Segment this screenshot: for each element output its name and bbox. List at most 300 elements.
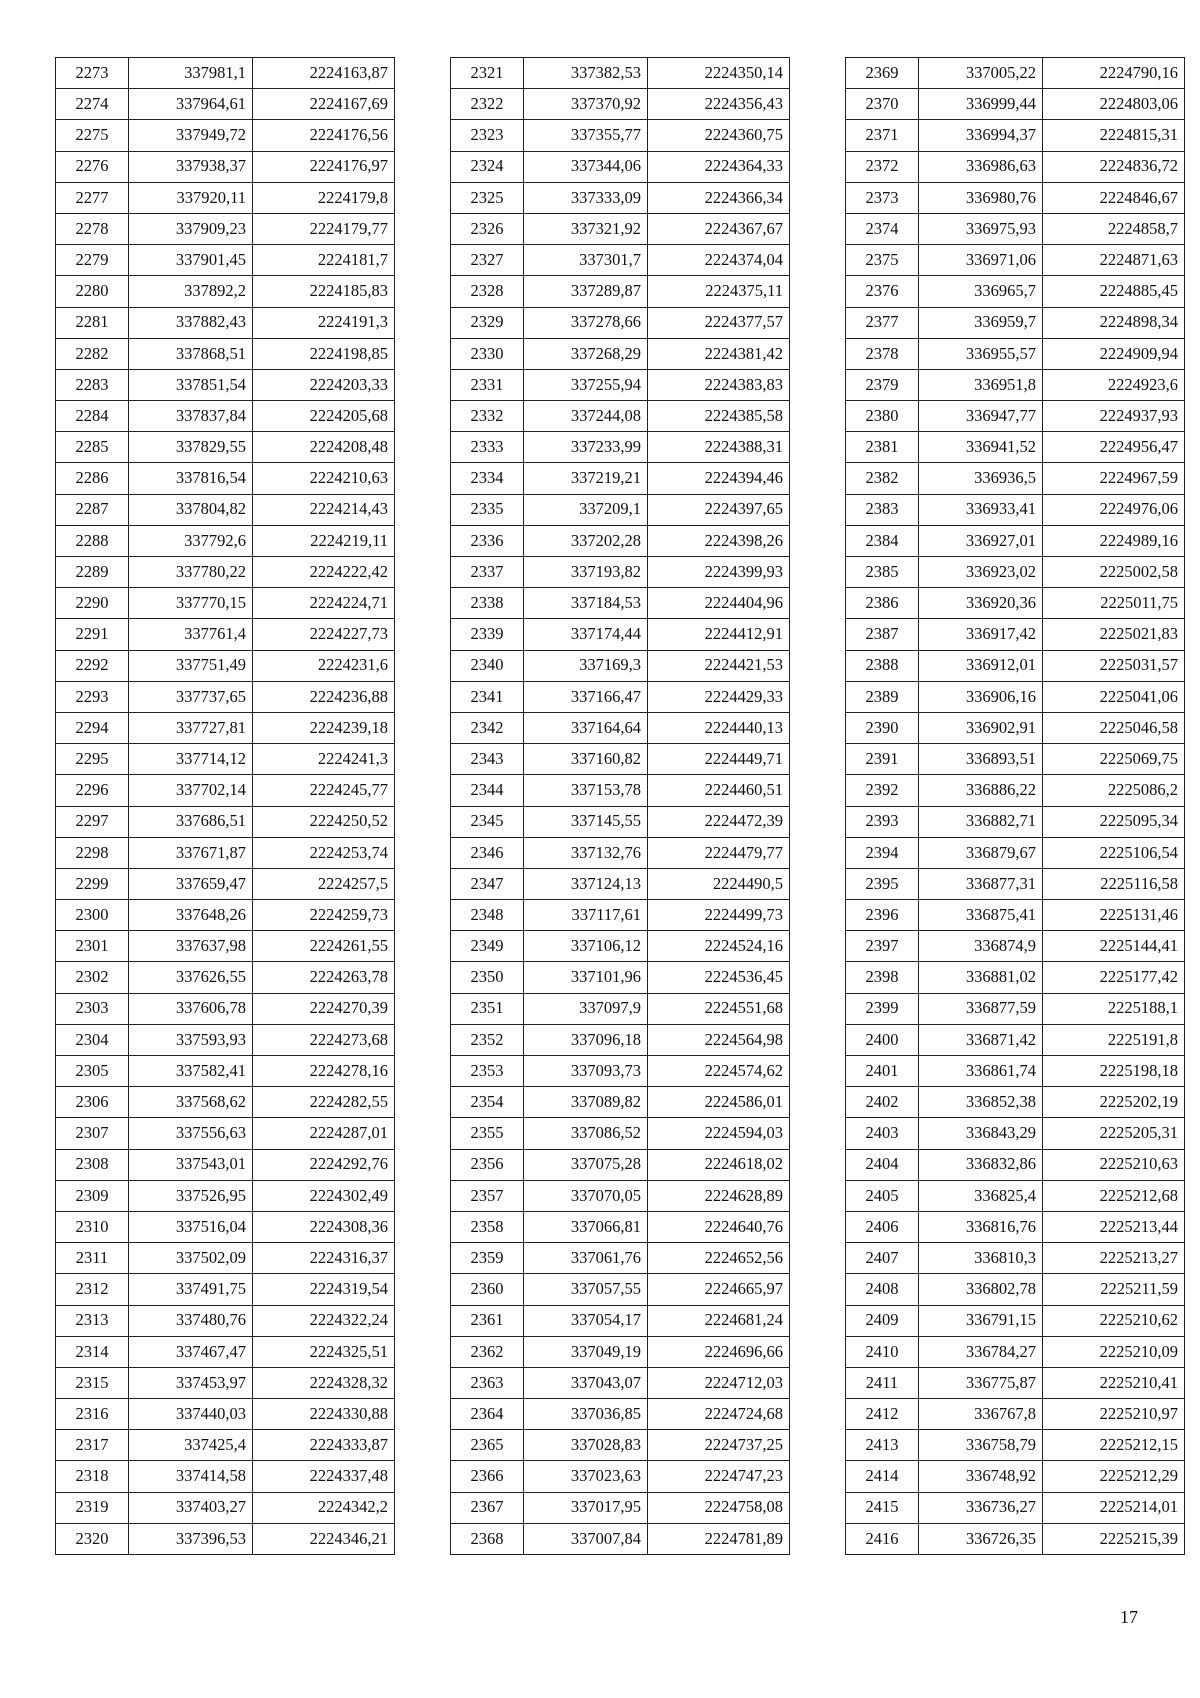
point-number-cell: 2352 xyxy=(451,1024,524,1055)
y-coordinate-cell: 2224836,72 xyxy=(1043,151,1185,182)
x-coordinate-cell: 337355,77 xyxy=(524,120,648,151)
point-number-cell: 2312 xyxy=(56,1274,129,1305)
point-number-cell: 2384 xyxy=(846,525,919,556)
table-row xyxy=(56,432,395,463)
table-row xyxy=(451,681,790,712)
y-coordinate-cell: 2224287,01 xyxy=(253,1118,395,1149)
point-number-cell: 2403 xyxy=(846,1118,919,1149)
x-coordinate-cell: 336936,5 xyxy=(919,463,1043,494)
table-row xyxy=(56,1305,395,1336)
table-row xyxy=(451,182,790,213)
table-row xyxy=(56,962,395,993)
y-coordinate-cell: 2224350,14 xyxy=(648,58,790,89)
point-number-cell: 2392 xyxy=(846,775,919,806)
table-row xyxy=(451,837,790,868)
point-number-cell: 2316 xyxy=(56,1399,129,1430)
y-coordinate-cell: 2224205,68 xyxy=(253,401,395,432)
x-coordinate-cell: 337097,9 xyxy=(524,993,648,1024)
table-row xyxy=(846,1492,1185,1523)
y-coordinate-cell: 2224245,77 xyxy=(253,775,395,806)
y-coordinate-cell: 2224499,73 xyxy=(648,900,790,931)
x-coordinate-cell: 337124,13 xyxy=(524,868,648,899)
x-coordinate-cell: 337101,96 xyxy=(524,962,648,993)
table-row xyxy=(846,1274,1185,1305)
point-number-cell: 2382 xyxy=(846,463,919,494)
point-number-cell: 2406 xyxy=(846,1211,919,1242)
point-number-cell: 2371 xyxy=(846,120,919,151)
x-coordinate-cell: 336861,74 xyxy=(919,1056,1043,1087)
point-number-cell: 2370 xyxy=(846,89,919,120)
y-coordinate-cell: 2224640,76 xyxy=(648,1211,790,1242)
table-row xyxy=(451,338,790,369)
x-coordinate-cell: 337093,73 xyxy=(524,1056,648,1087)
x-coordinate-cell: 337727,81 xyxy=(129,712,253,743)
table-row xyxy=(846,1523,1185,1554)
y-coordinate-cell: 2224956,47 xyxy=(1043,432,1185,463)
y-coordinate-cell: 2224815,31 xyxy=(1043,120,1185,151)
y-coordinate-cell: 2225144,41 xyxy=(1043,931,1185,962)
x-coordinate-cell: 337770,15 xyxy=(129,588,253,619)
point-number-cell: 2361 xyxy=(451,1305,524,1336)
point-number-cell: 2300 xyxy=(56,900,129,931)
y-coordinate-cell: 2224385,58 xyxy=(648,401,790,432)
y-coordinate-cell: 2225031,57 xyxy=(1043,650,1185,681)
point-number-cell: 2413 xyxy=(846,1430,919,1461)
table-row xyxy=(451,588,790,619)
table-row xyxy=(451,1056,790,1087)
y-coordinate-cell: 2224224,71 xyxy=(253,588,395,619)
x-coordinate-cell: 336933,41 xyxy=(919,494,1043,525)
point-number-cell: 2330 xyxy=(451,338,524,369)
x-coordinate-cell: 337556,63 xyxy=(129,1118,253,1149)
table-row xyxy=(846,588,1185,619)
point-number-cell: 2355 xyxy=(451,1118,524,1149)
y-coordinate-cell: 2224737,25 xyxy=(648,1430,790,1461)
y-coordinate-cell: 2224342,2 xyxy=(253,1492,395,1523)
x-coordinate-cell: 336980,76 xyxy=(919,182,1043,213)
point-number-cell: 2359 xyxy=(451,1243,524,1274)
table-row xyxy=(846,213,1185,244)
table-row xyxy=(56,276,395,307)
table-row xyxy=(451,151,790,182)
y-coordinate-cell: 2224967,59 xyxy=(1043,463,1185,494)
x-coordinate-cell: 337174,44 xyxy=(524,619,648,650)
x-coordinate-cell: 337804,82 xyxy=(129,494,253,525)
y-coordinate-cell: 2225215,39 xyxy=(1043,1523,1185,1554)
x-coordinate-cell: 337761,4 xyxy=(129,619,253,650)
x-coordinate-cell: 336843,29 xyxy=(919,1118,1043,1149)
y-coordinate-cell: 2224394,46 xyxy=(648,463,790,494)
point-number-cell: 2295 xyxy=(56,744,129,775)
x-coordinate-cell: 336810,3 xyxy=(919,1243,1043,1274)
table-row xyxy=(846,712,1185,743)
table-row xyxy=(451,1149,790,1180)
table-row xyxy=(846,1211,1185,1242)
point-number-cell: 2349 xyxy=(451,931,524,962)
table-row xyxy=(56,1180,395,1211)
y-coordinate-cell: 2224681,24 xyxy=(648,1305,790,1336)
point-number-cell: 2328 xyxy=(451,276,524,307)
x-coordinate-cell: 336736,27 xyxy=(919,1492,1043,1523)
table-row xyxy=(451,525,790,556)
y-coordinate-cell: 2224790,16 xyxy=(1043,58,1185,89)
y-coordinate-cell: 2224665,97 xyxy=(648,1274,790,1305)
point-number-cell: 2334 xyxy=(451,463,524,494)
y-coordinate-cell: 2224397,65 xyxy=(648,494,790,525)
y-coordinate-cell: 2224803,06 xyxy=(1043,89,1185,120)
y-coordinate-cell: 2224239,18 xyxy=(253,712,395,743)
x-coordinate-cell: 337882,43 xyxy=(129,307,253,338)
point-number-cell: 2387 xyxy=(846,619,919,650)
table-row xyxy=(451,1367,790,1398)
y-coordinate-cell: 2224747,23 xyxy=(648,1461,790,1492)
x-coordinate-cell: 336965,7 xyxy=(919,276,1043,307)
table-row xyxy=(56,1118,395,1149)
point-number-cell: 2325 xyxy=(451,182,524,213)
table-row xyxy=(56,744,395,775)
point-number-cell: 2385 xyxy=(846,557,919,588)
x-coordinate-cell: 336923,02 xyxy=(919,557,1043,588)
point-number-cell: 2394 xyxy=(846,837,919,868)
point-number-cell: 2313 xyxy=(56,1305,129,1336)
table-row xyxy=(56,369,395,400)
y-coordinate-cell: 2224366,34 xyxy=(648,182,790,213)
y-coordinate-cell: 2224724,68 xyxy=(648,1399,790,1430)
point-number-cell: 2329 xyxy=(451,307,524,338)
table-row xyxy=(846,868,1185,899)
y-coordinate-cell: 2224421,53 xyxy=(648,650,790,681)
y-coordinate-cell: 2224479,77 xyxy=(648,837,790,868)
point-number-cell: 2333 xyxy=(451,432,524,463)
point-number-cell: 2363 xyxy=(451,1367,524,1398)
point-number-cell: 2311 xyxy=(56,1243,129,1274)
point-number-cell: 2343 xyxy=(451,744,524,775)
table-row xyxy=(451,89,790,120)
x-coordinate-cell: 337964,61 xyxy=(129,89,253,120)
x-coordinate-cell: 337453,97 xyxy=(129,1367,253,1398)
y-coordinate-cell: 2224257,5 xyxy=(253,868,395,899)
y-coordinate-cell: 2225188,1 xyxy=(1043,993,1185,1024)
x-coordinate-cell: 337816,54 xyxy=(129,463,253,494)
y-coordinate-cell: 2224412,91 xyxy=(648,619,790,650)
y-coordinate-cell: 2224322,24 xyxy=(253,1305,395,1336)
y-coordinate-cell: 2225210,62 xyxy=(1043,1305,1185,1336)
y-coordinate-cell: 2224364,33 xyxy=(648,151,790,182)
table-row xyxy=(846,432,1185,463)
x-coordinate-cell: 336886,22 xyxy=(919,775,1043,806)
y-coordinate-cell: 2224227,73 xyxy=(253,619,395,650)
point-number-cell: 2292 xyxy=(56,650,129,681)
x-coordinate-cell: 337145,55 xyxy=(524,806,648,837)
table-row xyxy=(451,868,790,899)
y-coordinate-cell: 2224440,13 xyxy=(648,712,790,743)
table-row xyxy=(56,58,395,89)
x-coordinate-cell: 337593,93 xyxy=(129,1024,253,1055)
table-row xyxy=(451,1305,790,1336)
point-number-cell: 2378 xyxy=(846,338,919,369)
x-coordinate-cell: 336999,44 xyxy=(919,89,1043,120)
point-number-cell: 2401 xyxy=(846,1056,919,1087)
y-coordinate-cell: 2225213,44 xyxy=(1043,1211,1185,1242)
y-coordinate-cell: 2224337,48 xyxy=(253,1461,395,1492)
y-coordinate-cell: 2225210,97 xyxy=(1043,1399,1185,1430)
y-coordinate-cell: 2225210,09 xyxy=(1043,1336,1185,1367)
y-coordinate-cell: 2224261,55 xyxy=(253,931,395,962)
point-number-cell: 2332 xyxy=(451,401,524,432)
page-number: 17 xyxy=(1120,1607,1138,1627)
point-number-cell: 2315 xyxy=(56,1367,129,1398)
point-number-cell: 2367 xyxy=(451,1492,524,1523)
table-row xyxy=(451,1243,790,1274)
y-coordinate-cell: 2224898,34 xyxy=(1043,307,1185,338)
point-number-cell: 2351 xyxy=(451,993,524,1024)
x-coordinate-cell: 337268,29 xyxy=(524,338,648,369)
y-coordinate-cell: 2224374,04 xyxy=(648,245,790,276)
point-number-cell: 2341 xyxy=(451,681,524,712)
table-row xyxy=(846,1399,1185,1430)
y-coordinate-cell: 2224388,31 xyxy=(648,432,790,463)
x-coordinate-cell: 337289,87 xyxy=(524,276,648,307)
x-coordinate-cell: 336902,91 xyxy=(919,712,1043,743)
x-coordinate-cell: 337075,28 xyxy=(524,1149,648,1180)
point-number-cell: 2383 xyxy=(846,494,919,525)
x-coordinate-cell: 336882,71 xyxy=(919,806,1043,837)
x-coordinate-cell: 336877,31 xyxy=(919,868,1043,899)
point-number-cell: 2345 xyxy=(451,806,524,837)
x-coordinate-cell: 336917,42 xyxy=(919,619,1043,650)
y-coordinate-cell: 2224586,01 xyxy=(648,1087,790,1118)
y-coordinate-cell: 2224263,78 xyxy=(253,962,395,993)
table-row xyxy=(56,401,395,432)
table-row xyxy=(451,1211,790,1242)
point-number-cell: 2323 xyxy=(451,120,524,151)
point-number-cell: 2291 xyxy=(56,619,129,650)
x-coordinate-cell: 336791,15 xyxy=(919,1305,1043,1336)
table-row xyxy=(846,1180,1185,1211)
table-row xyxy=(56,1461,395,1492)
y-coordinate-cell: 2224360,75 xyxy=(648,120,790,151)
table-row xyxy=(451,307,790,338)
table-row xyxy=(56,338,395,369)
table-row xyxy=(846,1430,1185,1461)
x-coordinate-cell: 336955,57 xyxy=(919,338,1043,369)
point-number-cell: 2342 xyxy=(451,712,524,743)
y-coordinate-cell: 2225191,8 xyxy=(1043,1024,1185,1055)
point-number-cell: 2338 xyxy=(451,588,524,619)
table-row xyxy=(56,588,395,619)
point-number-cell: 2381 xyxy=(846,432,919,463)
point-number-cell: 2282 xyxy=(56,338,129,369)
table-row xyxy=(56,245,395,276)
y-coordinate-cell: 2224330,88 xyxy=(253,1399,395,1430)
table-row xyxy=(56,1149,395,1180)
table-row xyxy=(56,619,395,650)
x-coordinate-cell: 337686,51 xyxy=(129,806,253,837)
point-number-cell: 2279 xyxy=(56,245,129,276)
table-row xyxy=(451,494,790,525)
y-coordinate-cell: 2225212,68 xyxy=(1043,1180,1185,1211)
point-number-cell: 2297 xyxy=(56,806,129,837)
table-row xyxy=(846,993,1185,1024)
table-row xyxy=(56,1336,395,1367)
x-coordinate-cell: 336852,38 xyxy=(919,1087,1043,1118)
table-row xyxy=(56,931,395,962)
y-coordinate-cell: 2224250,52 xyxy=(253,806,395,837)
y-coordinate-cell: 2225002,58 xyxy=(1043,557,1185,588)
point-number-cell: 2388 xyxy=(846,650,919,681)
y-coordinate-cell: 2224712,03 xyxy=(648,1367,790,1398)
table-row xyxy=(846,1305,1185,1336)
x-coordinate-cell: 337892,2 xyxy=(129,276,253,307)
table-row xyxy=(451,712,790,743)
point-number-cell: 2319 xyxy=(56,1492,129,1523)
table-row xyxy=(56,837,395,868)
point-number-cell: 2322 xyxy=(451,89,524,120)
point-number-cell: 2412 xyxy=(846,1399,919,1430)
y-coordinate-cell: 2224179,77 xyxy=(253,213,395,244)
table-row xyxy=(846,494,1185,525)
x-coordinate-cell: 336767,8 xyxy=(919,1399,1043,1430)
y-coordinate-cell: 2224377,57 xyxy=(648,307,790,338)
y-coordinate-cell: 2225095,34 xyxy=(1043,806,1185,837)
point-number-cell: 2339 xyxy=(451,619,524,650)
table-row xyxy=(451,650,790,681)
point-number-cell: 2372 xyxy=(846,151,919,182)
table-row xyxy=(451,1523,790,1554)
x-coordinate-cell: 337626,55 xyxy=(129,962,253,993)
y-coordinate-cell: 2225011,75 xyxy=(1043,588,1185,619)
point-number-cell: 2302 xyxy=(56,962,129,993)
y-coordinate-cell: 2225086,2 xyxy=(1043,775,1185,806)
point-number-cell: 2286 xyxy=(56,463,129,494)
point-number-cell: 2368 xyxy=(451,1523,524,1554)
y-coordinate-cell: 2224319,54 xyxy=(253,1274,395,1305)
y-coordinate-cell: 2224176,56 xyxy=(253,120,395,151)
y-coordinate-cell: 2224398,26 xyxy=(648,525,790,556)
table-row xyxy=(846,1149,1185,1180)
x-coordinate-cell: 336912,01 xyxy=(919,650,1043,681)
table-row xyxy=(56,1523,395,1554)
point-number-cell: 2390 xyxy=(846,712,919,743)
x-coordinate-cell: 337671,87 xyxy=(129,837,253,868)
x-coordinate-cell: 337829,55 xyxy=(129,432,253,463)
point-number-cell: 2415 xyxy=(846,1492,919,1523)
x-coordinate-cell: 337070,05 xyxy=(524,1180,648,1211)
table-row xyxy=(451,120,790,151)
table-row xyxy=(846,463,1185,494)
y-coordinate-cell: 2224185,83 xyxy=(253,276,395,307)
x-coordinate-cell: 337516,04 xyxy=(129,1211,253,1242)
y-coordinate-cell: 2224179,8 xyxy=(253,182,395,213)
table-row xyxy=(846,1243,1185,1274)
point-number-cell: 2409 xyxy=(846,1305,919,1336)
table-row xyxy=(56,1243,395,1274)
table-row xyxy=(451,432,790,463)
coordinates-table-3 xyxy=(845,57,1185,1555)
table-row xyxy=(451,1180,790,1211)
table-row xyxy=(846,681,1185,712)
point-number-cell: 2307 xyxy=(56,1118,129,1149)
x-coordinate-cell: 336927,01 xyxy=(919,525,1043,556)
x-coordinate-cell: 336726,35 xyxy=(919,1523,1043,1554)
point-number-cell: 2358 xyxy=(451,1211,524,1242)
y-coordinate-cell: 2225214,01 xyxy=(1043,1492,1185,1523)
table-row xyxy=(451,931,790,962)
point-number-cell: 2305 xyxy=(56,1056,129,1087)
point-number-cell: 2414 xyxy=(846,1461,919,1492)
x-coordinate-cell: 337086,52 xyxy=(524,1118,648,1149)
x-coordinate-cell: 337061,76 xyxy=(524,1243,648,1274)
y-coordinate-cell: 2224858,7 xyxy=(1043,213,1185,244)
table-row xyxy=(846,276,1185,307)
table-row xyxy=(451,775,790,806)
y-coordinate-cell: 2224976,06 xyxy=(1043,494,1185,525)
point-number-cell: 2376 xyxy=(846,276,919,307)
x-coordinate-cell: 336758,79 xyxy=(919,1430,1043,1461)
table-row xyxy=(56,712,395,743)
x-coordinate-cell: 336947,77 xyxy=(919,401,1043,432)
y-coordinate-cell: 2224449,71 xyxy=(648,744,790,775)
point-number-cell: 2402 xyxy=(846,1087,919,1118)
x-coordinate-cell: 337007,84 xyxy=(524,1523,648,1554)
table-row xyxy=(56,463,395,494)
x-coordinate-cell: 337637,98 xyxy=(129,931,253,962)
point-number-cell: 2397 xyxy=(846,931,919,962)
x-coordinate-cell: 337382,53 xyxy=(524,58,648,89)
y-coordinate-cell: 2224594,03 xyxy=(648,1118,790,1149)
point-number-cell: 2396 xyxy=(846,900,919,931)
y-coordinate-cell: 2224282,55 xyxy=(253,1087,395,1118)
x-coordinate-cell: 337321,92 xyxy=(524,213,648,244)
point-number-cell: 2366 xyxy=(451,1461,524,1492)
table-row xyxy=(846,775,1185,806)
x-coordinate-cell: 337184,53 xyxy=(524,588,648,619)
y-coordinate-cell: 2224273,68 xyxy=(253,1024,395,1055)
table-row xyxy=(846,1118,1185,1149)
table-row xyxy=(846,1087,1185,1118)
x-coordinate-cell: 337502,09 xyxy=(129,1243,253,1274)
y-coordinate-cell: 2224203,33 xyxy=(253,369,395,400)
point-number-cell: 2373 xyxy=(846,182,919,213)
y-coordinate-cell: 2224328,32 xyxy=(253,1367,395,1398)
x-coordinate-cell: 337582,41 xyxy=(129,1056,253,1087)
x-coordinate-cell: 337117,61 xyxy=(524,900,648,931)
y-coordinate-cell: 2224253,74 xyxy=(253,837,395,868)
x-coordinate-cell: 336874,9 xyxy=(919,931,1043,962)
table-row xyxy=(56,525,395,556)
x-coordinate-cell: 337333,09 xyxy=(524,182,648,213)
y-coordinate-cell: 2224781,89 xyxy=(648,1523,790,1554)
table-row xyxy=(451,1274,790,1305)
table-row xyxy=(451,744,790,775)
x-coordinate-cell: 337164,64 xyxy=(524,712,648,743)
table-row xyxy=(846,1056,1185,1087)
table-row xyxy=(846,245,1185,276)
point-number-cell: 2395 xyxy=(846,868,919,899)
x-coordinate-cell: 337049,19 xyxy=(524,1336,648,1367)
x-coordinate-cell: 337543,01 xyxy=(129,1149,253,1180)
point-number-cell: 2400 xyxy=(846,1024,919,1055)
x-coordinate-cell: 337425,4 xyxy=(129,1430,253,1461)
point-number-cell: 2317 xyxy=(56,1430,129,1461)
x-coordinate-cell: 337396,53 xyxy=(129,1523,253,1554)
point-number-cell: 2375 xyxy=(846,245,919,276)
y-coordinate-cell: 2224219,11 xyxy=(253,525,395,556)
point-number-cell: 2344 xyxy=(451,775,524,806)
point-number-cell: 2389 xyxy=(846,681,919,712)
y-coordinate-cell: 2224302,49 xyxy=(253,1180,395,1211)
point-number-cell: 2309 xyxy=(56,1180,129,1211)
